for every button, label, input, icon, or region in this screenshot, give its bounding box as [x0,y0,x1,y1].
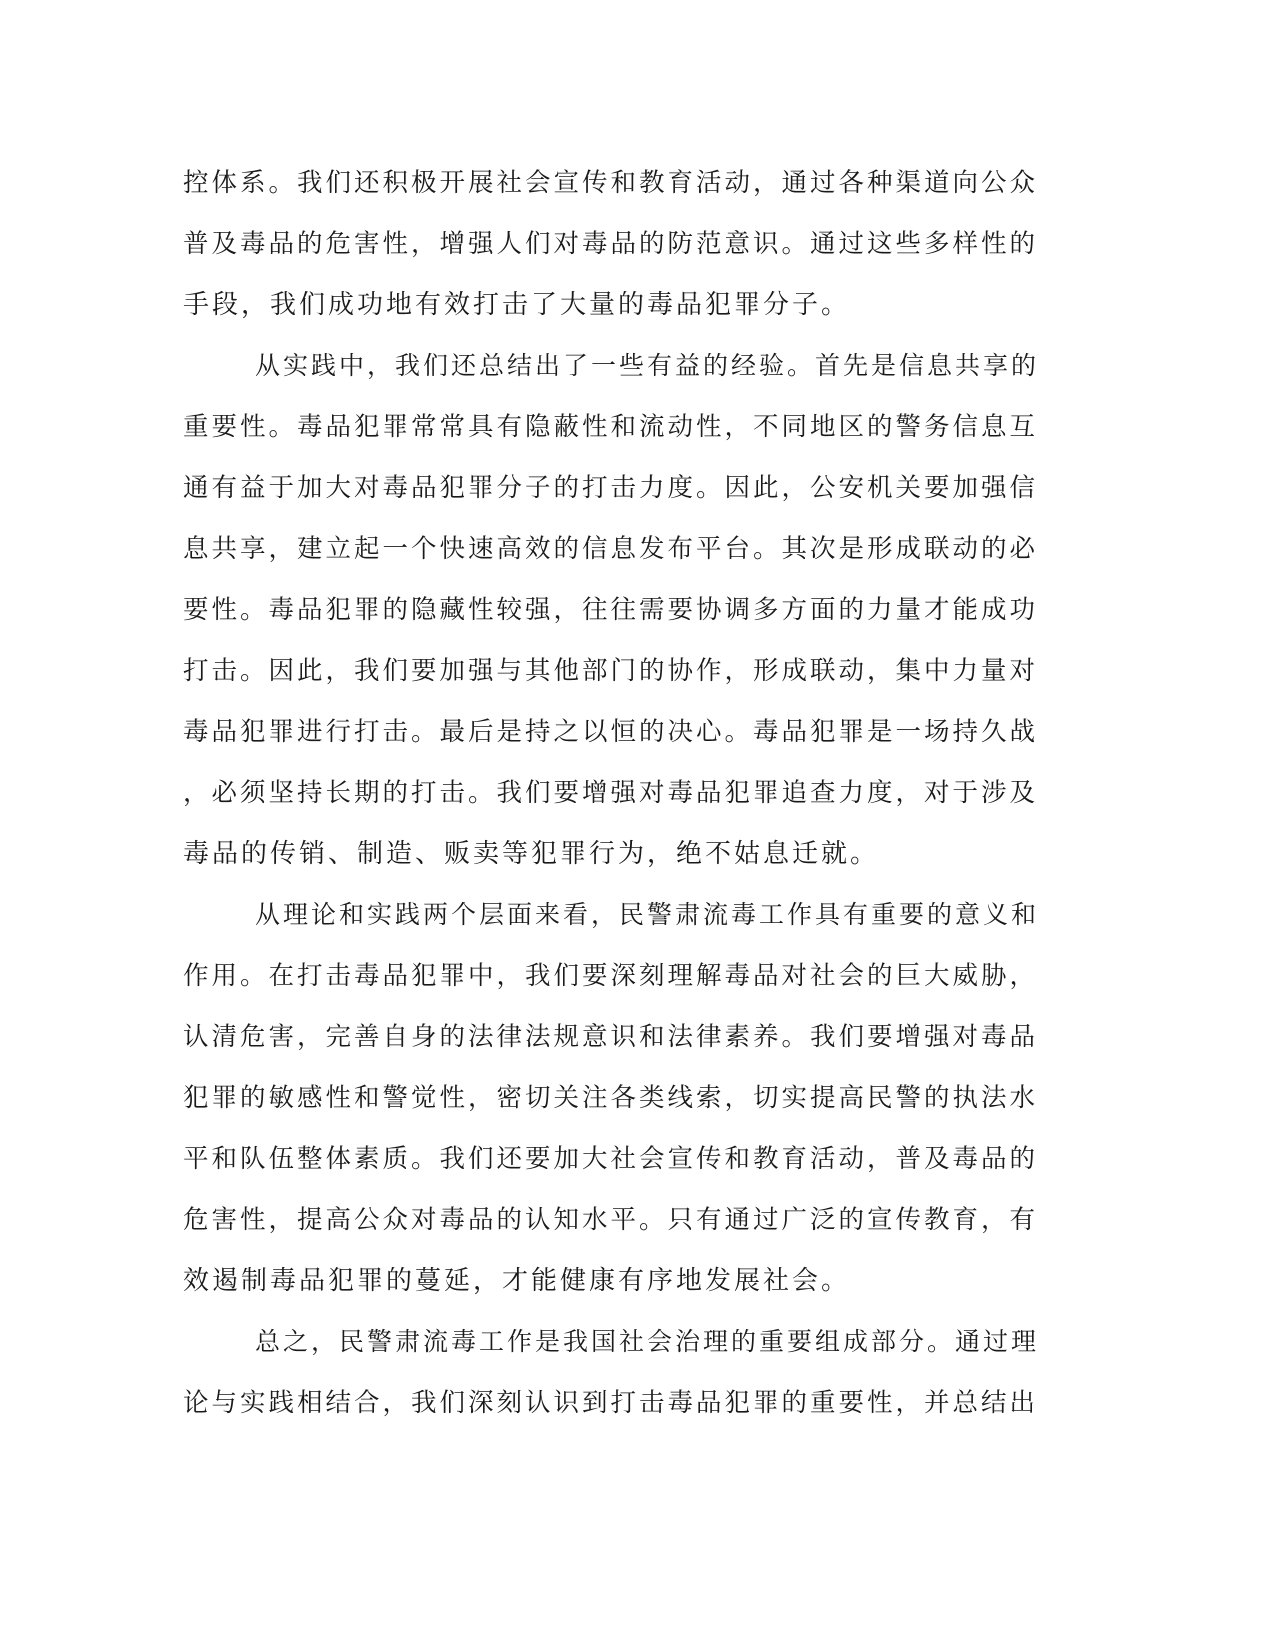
text-line: 作用。在打击毒品犯罪中，我们要深刻理解毒品对社会的巨大威胁， [183,961,1039,991]
text-line: 毒品犯罪进行打击。最后是持之以恒的决心。毒品犯罪是一场持久战 [183,717,1039,747]
text-line: 危害性，提高公众对毒品的认知水平。只有通过广泛的宣传教育，有 [183,1205,1039,1235]
text-line: 息共享，建立起一个快速高效的信息发布平台。其次是形成联动的必 [183,534,1039,564]
text-line: 论与实践相结合，我们深刻认识到打击毒品犯罪的重要性，并总结出 [183,1388,1039,1418]
text-line: 手段，我们成功地有效打击了大量的毒品犯罪分子。 [183,290,851,320]
text-line: 打击。因此，我们要加强与其他部门的协作，形成联动，集中力量对 [183,656,1039,686]
paragraph-first-line: 从理论和实践两个层面来看，民警肃流毒工作具有重要的意义和 [255,900,1040,929]
text-line: ，必须坚持长期的打击。我们要增强对毒品犯罪追查力度，对于涉及 [183,778,1039,808]
paragraph-first-line: 从实践中，我们还总结出了一些有益的经验。首先是信息共享的 [255,351,1040,380]
text-line: 犯罪的敏感性和警觉性，密切关注各类线索，切实提高民警的执法水 [183,1083,1039,1113]
text-line: 效遏制毒品犯罪的蔓延，才能健康有序地发展社会。 [183,1266,851,1296]
text-line: 平和队伍整体素质。我们还要加大社会宣传和教育活动，普及毒品的 [183,1144,1039,1174]
text-line: 认清危害，完善自身的法律法规意识和法律素养。我们要增强对毒品 [183,1022,1039,1052]
text-line: 重要性。毒品犯罪常常具有隐蔽性和流动性，不同地区的警务信息互 [183,412,1039,442]
text-line: 毒品的传销、制造、贩卖等犯罪行为，绝不姑息迁就。 [183,839,880,869]
body-text [183,158,1043,1439]
text-line: 通有益于加大对毒品犯罪分子的打击力度。因此，公安机关要加强信 [183,473,1039,503]
text-line: 控体系。我们还积极开展社会宣传和教育活动，通过各种渠道向公众 [183,168,1039,198]
text-line: 普及毒品的危害性，增强人们对毒品的防范意识。通过这些多样性的 [183,229,1039,259]
paragraph-first-line: 总之，民警肃流毒工作是我国社会治理的重要组成部分。通过理 [255,1327,1040,1356]
text-line: 要性。毒品犯罪的隐藏性较强，往往需要协调多方面的力量才能成功 [183,595,1039,625]
